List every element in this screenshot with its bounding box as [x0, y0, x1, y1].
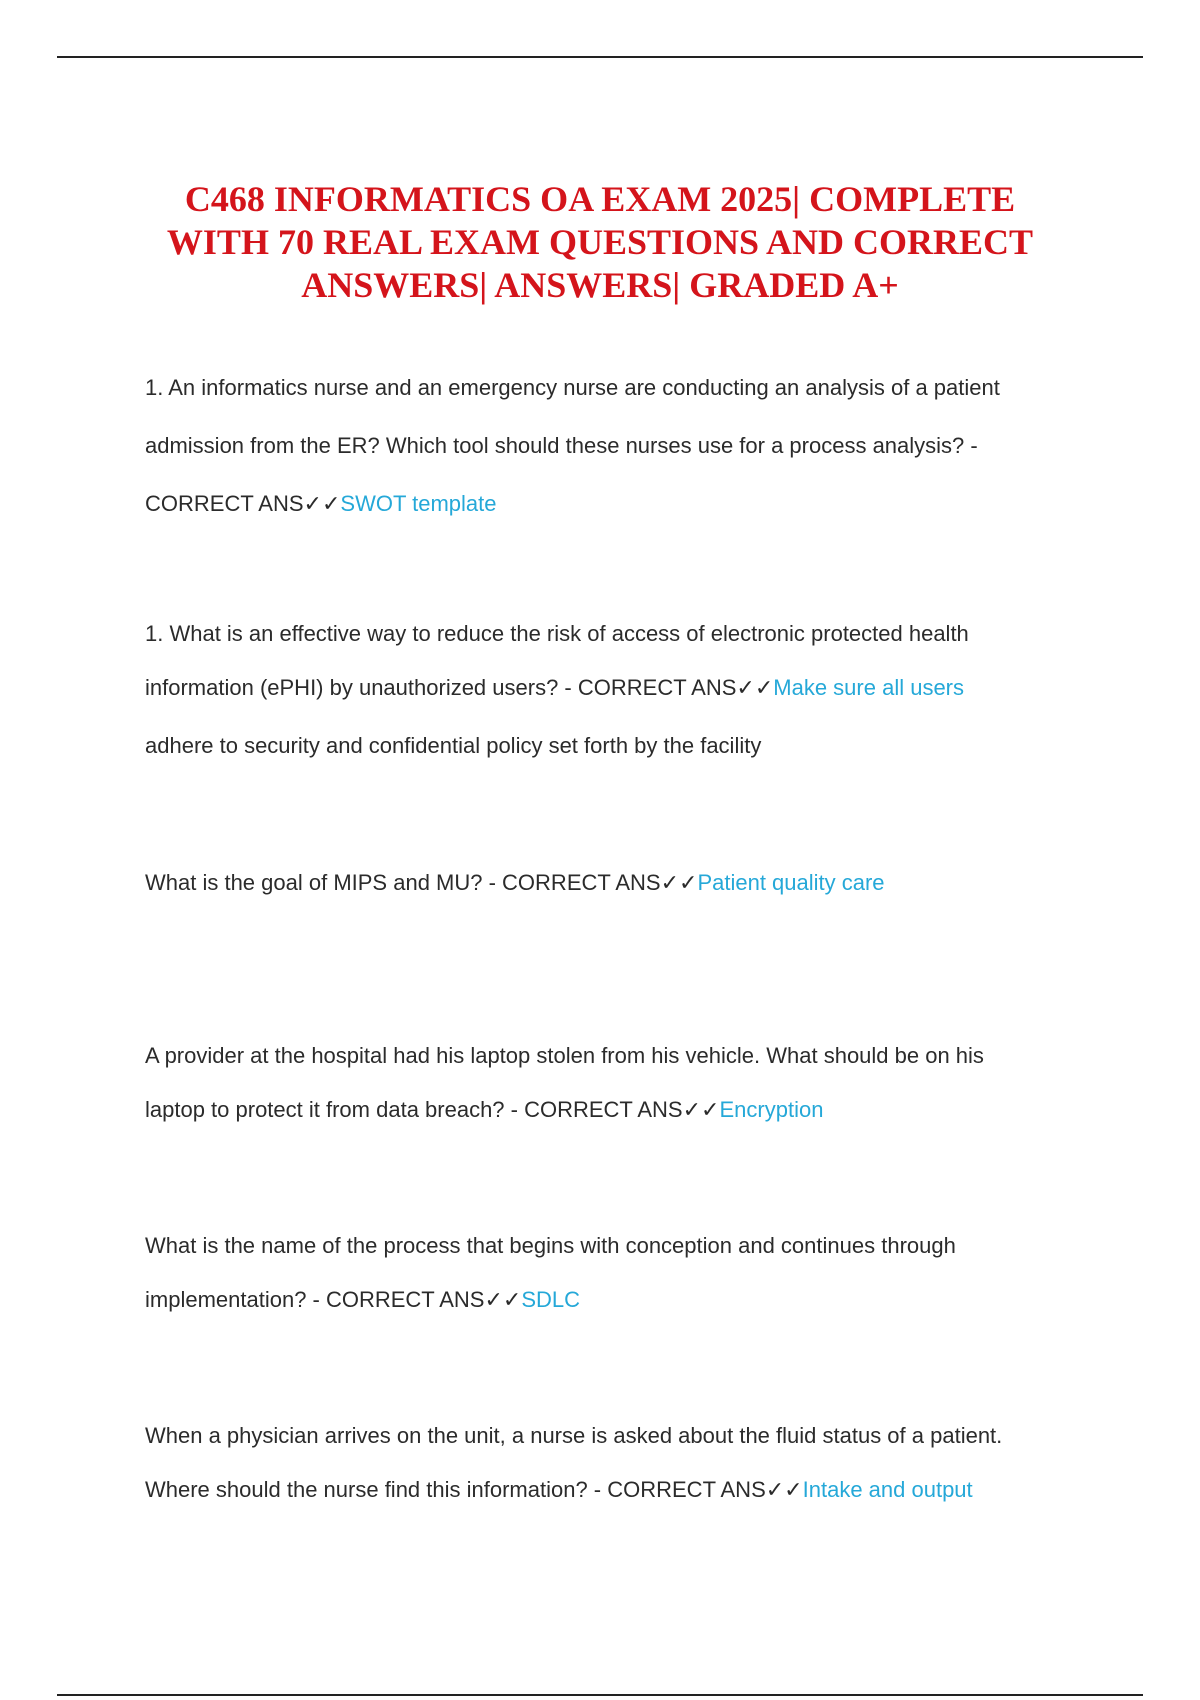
answer-lead: What is the goal of MIPS and MU? - CORRECT ANS [145, 870, 661, 895]
correct-answer: Patient quality care [697, 870, 885, 895]
question-item [145, 1416, 1085, 1510]
bottom-rule [57, 1694, 1143, 1696]
check-marks: ✓✓ [682, 1097, 720, 1122]
answer-lead: Where should the nurse find this information? - CORRECT ANS [145, 1477, 766, 1502]
question-text: What is the name of the process that begins with conception and continues through [145, 1233, 956, 1258]
title-line-2: WITH 70 REAL EXAM QUESTIONS AND CORRECT [166, 222, 1034, 262]
question-item [145, 1036, 1085, 1130]
answer-line [145, 1470, 1085, 1510]
question-item [145, 1226, 1085, 1320]
question-item [145, 368, 1085, 524]
question-text: A provider at the hospital had his laptop stolen from his vehicle. What should be on his [145, 1043, 984, 1068]
question-text: When a physician arrives on the unit, a nurse is asked about the fluid status of a patient. [145, 1423, 1003, 1448]
question-text: 1. What is an effective way to reduce the risk of access of electronic protected health [145, 621, 969, 646]
check-marks: ✓✓ [765, 1477, 803, 1502]
answer-line [145, 1280, 1085, 1320]
check-marks: ✓✓ [484, 1287, 522, 1312]
correct-answer: Encryption [719, 1097, 824, 1122]
title-line-3: ANSWERS| ANSWERS| GRADED A+ [301, 265, 899, 305]
check-marks: ✓✓ [660, 870, 698, 895]
answer-line [145, 863, 1085, 903]
answer-line [145, 668, 1085, 708]
answer-line [145, 484, 1085, 524]
correct-answer: SWOT template [340, 491, 497, 516]
question-text: admission from the ER? Which tool should these nurses use for a process analysis? - [145, 433, 978, 458]
question-item [145, 614, 1085, 766]
question-item [145, 863, 1085, 903]
answer-lead: implementation? - CORRECT ANS [145, 1287, 485, 1312]
answer-lead: CORRECT ANS [145, 491, 304, 516]
correct-answer-continued: adhere to security and confidential policy set forth by the facility [145, 733, 762, 758]
check-marks: ✓✓ [736, 675, 774, 700]
correct-answer: Intake and output [802, 1477, 973, 1502]
correct-answer: SDLC [521, 1287, 581, 1312]
check-marks: ✓✓ [303, 491, 341, 516]
answer-lead: information (ePHI) by unauthorized users? - CORRECT ANS [145, 675, 737, 700]
answer-lead: laptop to protect it from data breach? - CORRECT ANS [145, 1097, 683, 1122]
answer-line [145, 1090, 1085, 1130]
correct-answer: Make sure all users [773, 675, 965, 700]
title-line-1: C468 INFORMATICS OA EXAM 2025| COMPLETE [184, 179, 1016, 219]
question-text: 1. An informatics nurse and an emergency nurse are conducting an analysis of a patient [145, 375, 1000, 400]
